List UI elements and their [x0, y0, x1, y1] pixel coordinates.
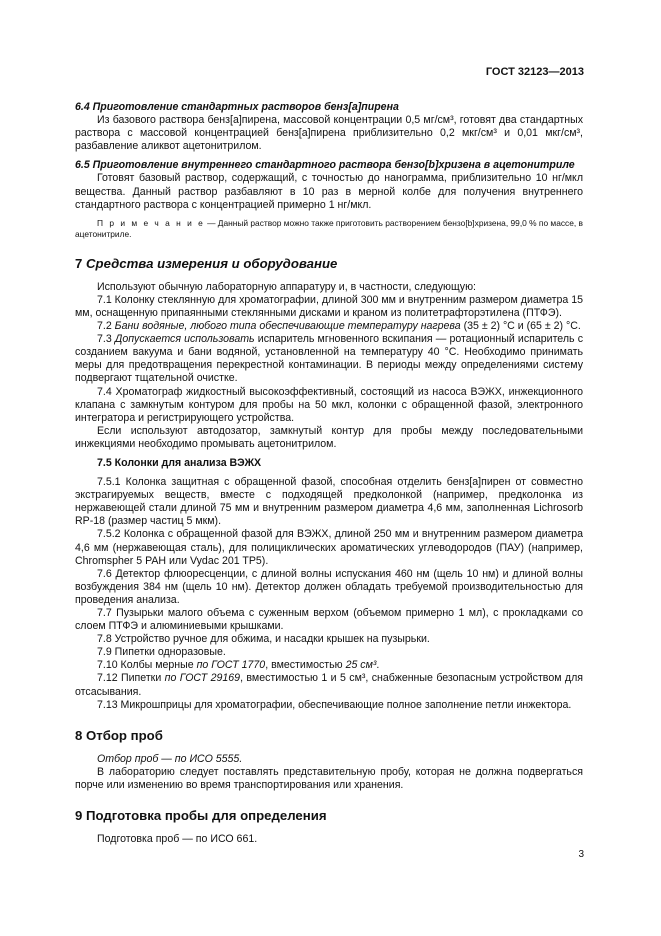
item-text: 7.12 Пипетки — [97, 672, 165, 685]
paragraph-7-13: 7.13 Микрошприцы для хроматографии, обеспечивающие полное заполнение петли инжектора. — [97, 698, 572, 711]
paragraph-7-intro: Используют обычную лабораторную аппаратуру и, в частности, следующую: — [97, 280, 476, 293]
note-6-5 — [75, 218, 583, 240]
item-number: 7.3 — [97, 333, 115, 346]
paragraph-7-7: 7.7 Пузырьки малого объема с суженным верхом (объемом примерно 1 мл), с прокладками со слоем ПТФЭ и алюминиевыми крышками. — [75, 607, 583, 633]
paragraph-7-4: 7.4 Хроматограф жидкостный высокоэффективный, состоящий из насоса ВЭЖХ, инжекционного клапана с замкнутым контуром для пробы на 50 мкл, колонки с обращенной фазой, электронного интегратора и регистрирующего устройства. — [75, 385, 583, 424]
paragraph-7-8: 7.8 Устройство ручное для обжима, и насадки крышек на пузырьки. — [97, 633, 430, 646]
page-number: 3 — [578, 849, 584, 860]
section-number: 7 — [75, 255, 83, 271]
section-heading-7 — [75, 256, 583, 272]
note-text: — Данный раствор можно также приготовить растворением бензо[b]хризена, 99,0 % по массе, в ацетонитриле. — [75, 217, 583, 239]
page-content — [75, 95, 583, 846]
paragraph-8-ref: Отбор проб — по ИСО 5555. — [97, 752, 243, 765]
section-title: Отбор проб — [86, 727, 163, 743]
item-text: . — [376, 659, 380, 672]
paragraph-7-9: 7.9 Пипетки одноразовые. — [97, 646, 226, 659]
section-number: 8 — [75, 727, 83, 743]
paragraph-6-5: Готовят базовый раствор, содержащий, с точностью до нанограмма, приблизительно 10 нг/мкл вещества. Данный раствор разбавляют в 10 раз в мерной колбе для получения внутреннего стандартного раствора с концентрацией примерно 1 нг/мкл. — [75, 172, 583, 211]
italic-text: по ГОСТ 1770 — [196, 659, 266, 672]
item-text: , вместимостью — [265, 659, 346, 672]
italic-text: Допускается использовать — [114, 333, 255, 346]
section-heading-9 — [75, 808, 583, 824]
paragraph-7-5-2: 7.5.2 Колонка с обращенной фазой для ВЭЖХ, длиной 250 мм и внутренним размером диаметра 4,6 мм (нержавеющая сталь), для полициклических ароматических углеводородов (ПАУ) (например, Chromspher 5 PAH или Vydac 201 TP5). — [75, 528, 583, 567]
paragraph-7-4-cont: Если используют автодозатор, замкнутый контур для пробы между последовательными инжекциями необходимо промывать ацетонитрилом. — [75, 424, 583, 450]
paragraph-6-4: Из базового раствора бенз[а]пирена, массовой концентрации 0,5 мг/см³, готовят два стандартных раствора с массовой концентрацией бенз[а]пирена приблизительно 0,2 мкг/см³ и 0,01 мкг/см³, разбавление аликвот ацетонитрилом. — [75, 114, 583, 153]
item-text: (35 ± 2) °С и (65 ± 2) °С. — [460, 320, 581, 333]
item-number: 7.2 — [97, 320, 115, 333]
subsection-title-6-4: 6.4 Приготовление стандартных растворов бенз[а]пирена — [75, 101, 399, 113]
paragraph-7-1: 7.1 Колонку стеклянную для хроматографии, длиной 300 мм и внутренним размером диаметра 15 мм, оснащенную припаянными стеклянными дисками и краном из политетрафторэтилена (ПТФЭ). — [75, 293, 583, 319]
section-number: 9 — [75, 808, 83, 824]
item-text: испаритель мгновенного вскипания — ротационный испаритель с созданием вакуума и бани водяной, установленной на температуру 40 °С. Необходимо принимать меры для предотвращения перекрестной контаминации. В периоды между определениями систему подвергают тщательной очистке. — [75, 333, 583, 385]
paragraph-7-5-1: 7.5.1 Колонка защитная с обращенной фазой, способная отделить бенз[а]пирен от совместно экстрагируемых веществ, вместе с подходящей предколонкой (например, предколонка из нержавеющей стали длиной 75 мм и внутренним размером диаметра 4,6 мм, заполненная Lichrosorb RP-18 (размер частиц 5 мкм). — [75, 476, 583, 528]
section-title: Подготовка пробы для определения — [86, 808, 327, 824]
paragraph-7-10 — [75, 659, 583, 672]
note-label: П р и м е ч а н и е — [97, 217, 205, 228]
paragraph-8: В лабораторию следует поставлять представительную пробу, которая не должна подвергаться порче или изменению во время транспортирования или хранения. — [75, 765, 583, 791]
section-title: Средства измерения и оборудование — [86, 255, 338, 271]
item-text: , вместимостью 1 и 5 см³, снабженные безопасным устройством для отсасывания. — [75, 672, 583, 698]
standard-code: ГОСТ 32123—2013 — [485, 66, 584, 78]
subsection-title-6-5: 6.5 Приготовление внутреннего стандартного раствора бензо[b]хризена в ацетонитриле — [75, 159, 575, 172]
paragraph-7-12 — [75, 672, 583, 698]
italic-text: Бани водяные, любого типа обеспечивающие температуру нагрева — [114, 320, 461, 333]
paragraph-7-6: 7.6 Детектор флюоресценции, с длиной волны испускания 460 нм (щель 10 нм) и длиной волны возбуждения 384 нм (щель 10 нм). Детектор должен обладать требуемой производительностью для проведения анализа. — [75, 567, 583, 606]
italic-text: 25 см³ — [345, 659, 377, 672]
subsection-title-7-5: 7.5 Колонки для анализа ВЭЖХ — [97, 456, 262, 469]
italic-text: по ГОСТ 29169 — [164, 672, 241, 685]
paragraph-9: Подготовка проб — по ИСО 661. — [97, 833, 258, 846]
paragraph-7-3 — [75, 333, 583, 385]
paragraph-7-2 — [75, 320, 583, 333]
section-heading-8 — [75, 728, 583, 744]
item-text: 7.10 Колбы мерные — [97, 659, 197, 672]
